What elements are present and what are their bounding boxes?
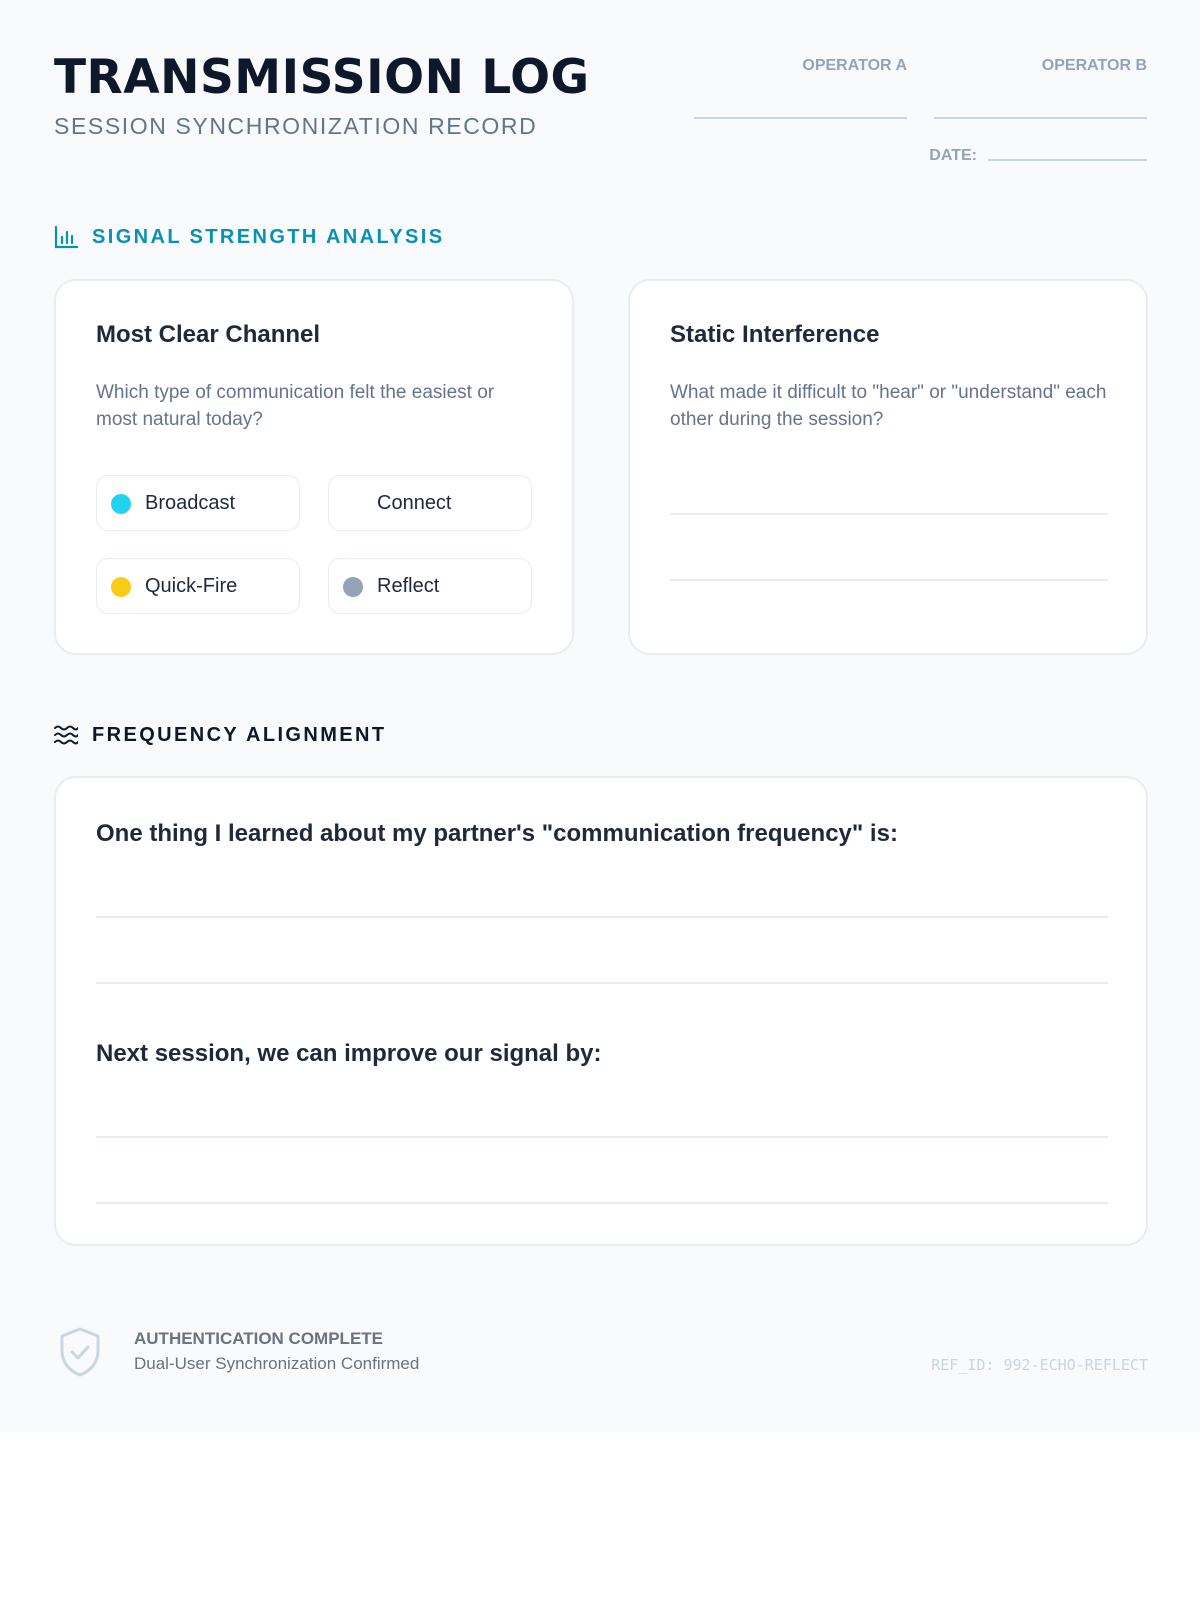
frequency-alignment-card: [54, 776, 1148, 1246]
writing-line[interactable]: [96, 916, 1108, 918]
clear-channel-card: [54, 279, 574, 655]
date-field[interactable]: [988, 159, 1147, 161]
operator-a-label: OPERATOR A: [802, 57, 907, 74]
option-reflect[interactable]: [328, 558, 532, 614]
writing-line[interactable]: [96, 1202, 1108, 1204]
writing-line[interactable]: [670, 579, 1108, 581]
signal-section-heading: [54, 225, 444, 249]
option-connect[interactable]: [328, 475, 532, 531]
option-quick-fire[interactable]: [96, 558, 300, 614]
date-label: DATE:: [929, 147, 977, 164]
waves-icon: [54, 723, 78, 747]
authentication-title: AUTHENTICATION COMPLETE: [134, 1329, 384, 1348]
writing-line[interactable]: [96, 982, 1108, 984]
signal-section-title: SIGNAL STRENGTH ANALYSIS: [92, 225, 445, 248]
static-interference-description: What made it difficult to "hear" or "understand" each other during the session?: [670, 382, 1107, 430]
authentication-subtitle: Dual-User Synchronization Confirmed: [134, 1354, 420, 1373]
option-broadcast[interactable]: [96, 475, 300, 531]
static-interference-title: Static Interference: [670, 321, 880, 348]
option-label: Broadcast: [145, 492, 236, 514]
shield-check-icon: [58, 1326, 102, 1378]
static-interference-card: [628, 279, 1148, 655]
reflect-dot-icon: [343, 577, 363, 597]
reference-id: REF_ID: 992-ECHO-REFLECT: [931, 1356, 1148, 1374]
writing-line[interactable]: [96, 1136, 1108, 1138]
bar-chart-icon: [54, 225, 78, 249]
writing-line[interactable]: [670, 513, 1108, 515]
broadcast-dot-icon: [111, 494, 131, 514]
operator-a-field[interactable]: [694, 117, 907, 119]
option-label: Quick-Fire: [145, 575, 238, 597]
page-subtitle: SESSION SYNCHRONIZATION RECORD: [54, 113, 538, 139]
frequency-section-title: FREQUENCY ALIGNMENT: [92, 723, 387, 746]
option-label: Connect: [377, 492, 452, 514]
frequency-section-heading: [54, 723, 387, 747]
operator-b-label: OPERATOR B: [1041, 57, 1147, 74]
page-title: TRANSMISSION LOG: [54, 50, 590, 105]
option-label: Reflect: [377, 575, 440, 597]
clear-channel-description: Which type of communication felt the easiest or most natural today?: [96, 382, 495, 430]
clear-channel-title: Most Clear Channel: [96, 321, 321, 348]
quick-fire-dot-icon: [111, 577, 131, 597]
frequency-prompt: One thing I learned about my partner's "communication frequency" is:: [96, 820, 898, 847]
operator-b-field[interactable]: [934, 117, 1147, 119]
improve-signal-prompt: Next session, we can improve our signal by:: [96, 1040, 602, 1067]
